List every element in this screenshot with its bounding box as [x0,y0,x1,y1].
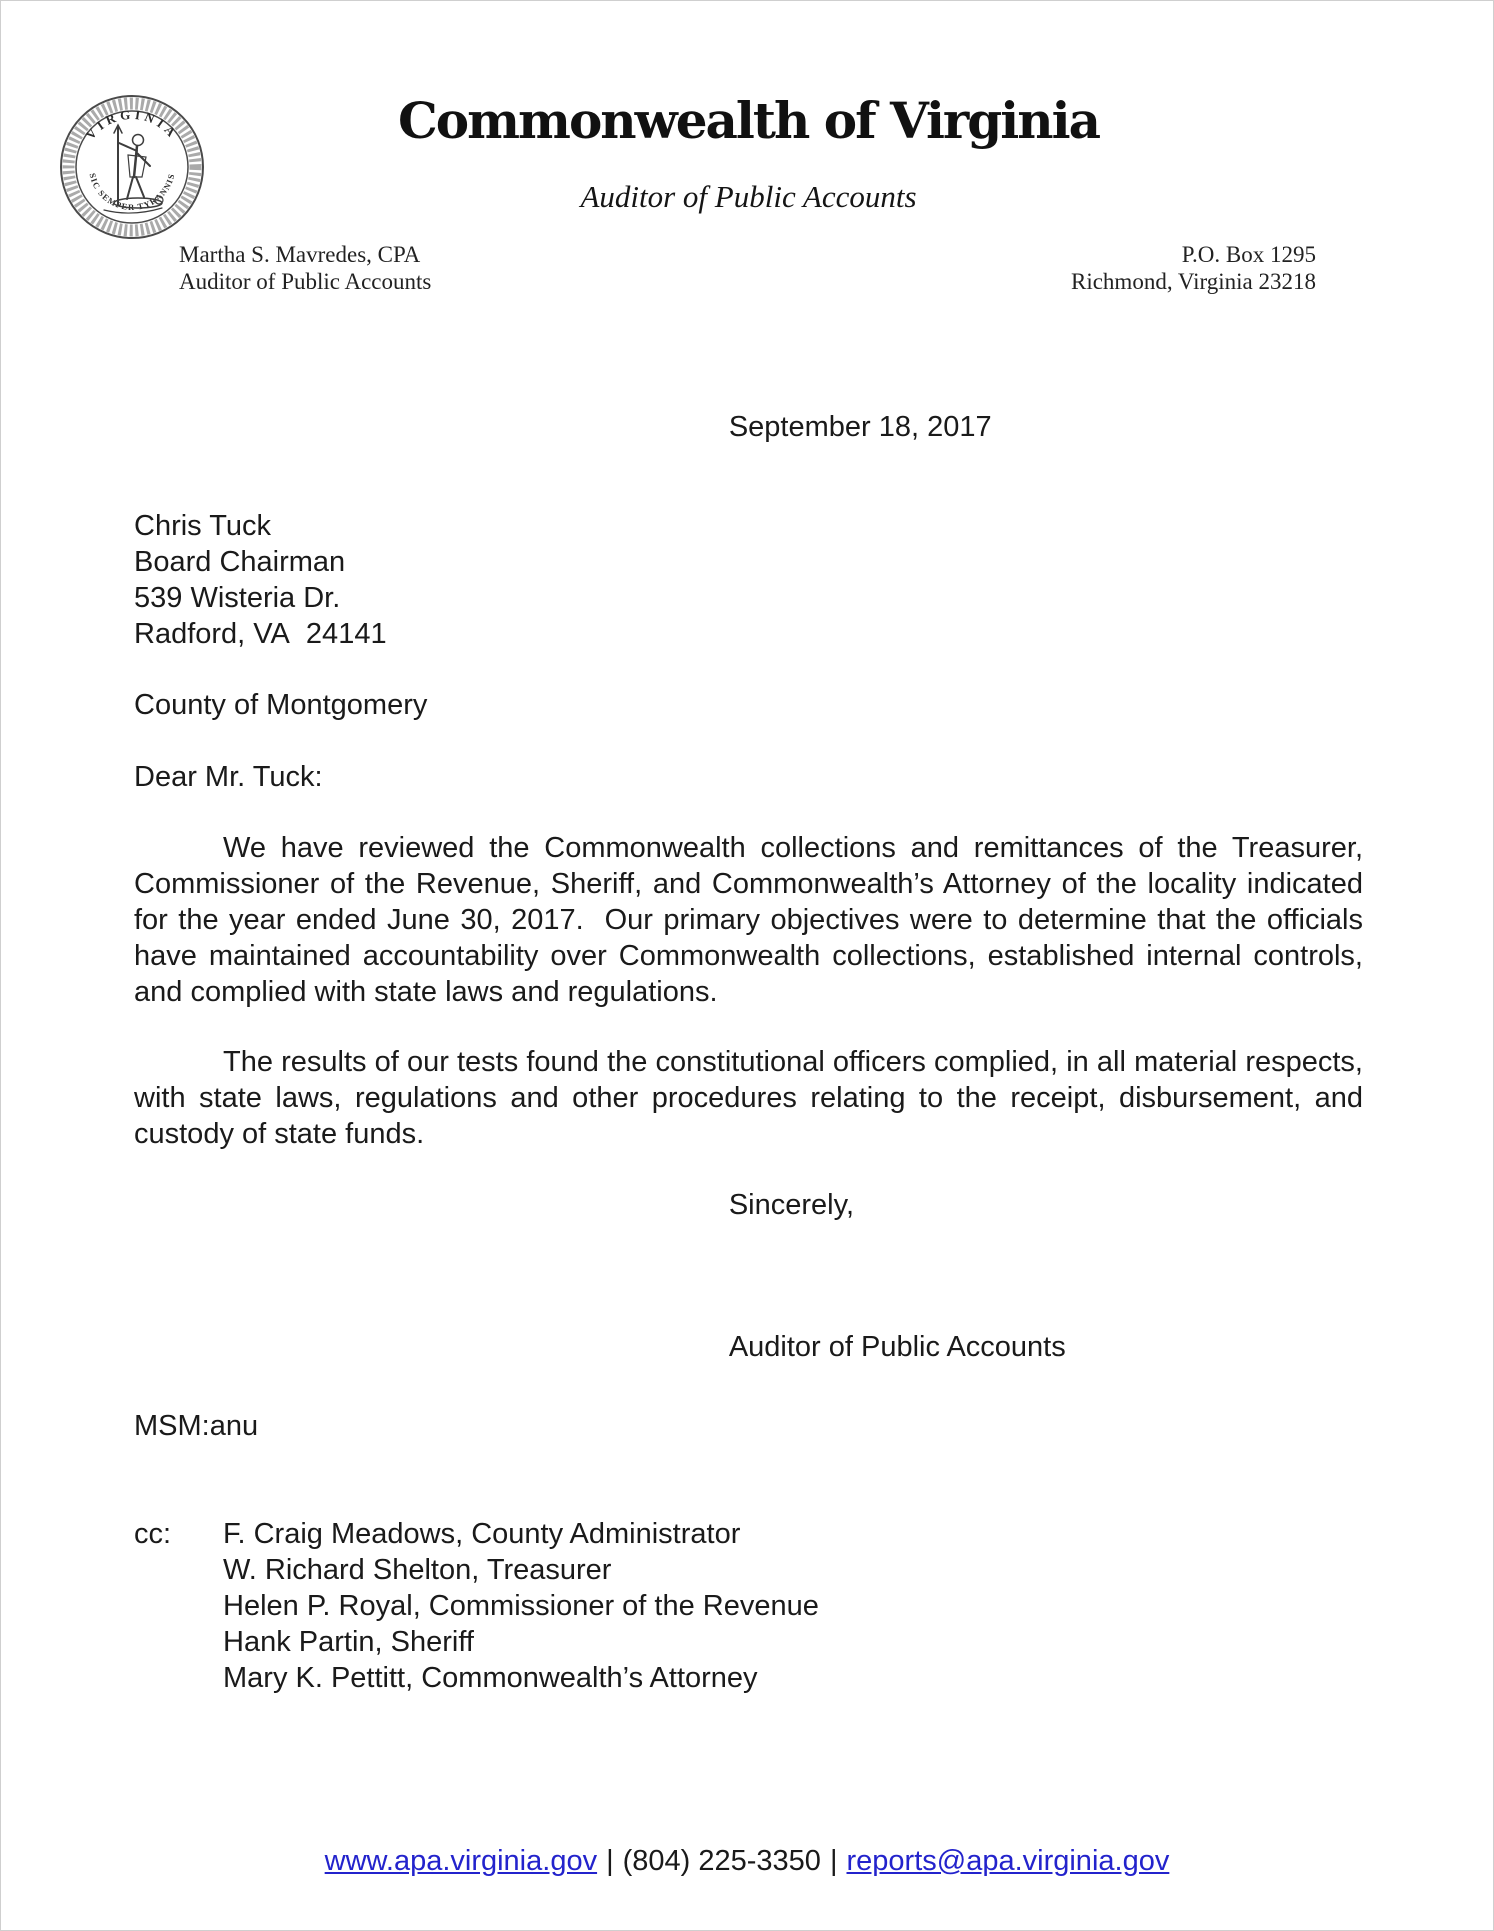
cc-block [134,1516,1363,1696]
official-name: Martha S. Mavredes, CPA [179,242,421,268]
cc-recipient: Helen P. Royal, Commissioner of the Revenue [223,1590,819,1623]
locality-line: County of Montgomery [134,689,428,722]
letter-date: September 18, 2017 [728,411,992,444]
virginia-state-seal [58,93,206,241]
cc-recipient: W. Richard Shelton, Treasurer [223,1554,612,1587]
footer-separator: | [606,1845,614,1877]
cc-recipient: Mary K. Pettitt, Commonwealth’s Attorney [223,1662,758,1695]
office-city-state-zip: Richmond, Virginia 23218 [1070,269,1316,295]
recipient-city-state-zip: Radford, VA 24141 [134,618,387,651]
letterhead-subtitle: Auditor of Public Accounts [580,179,917,214]
virginia-state-seal-drawing [58,93,206,241]
seal-bottom-text: SIC SEMPER TYRANNIS [87,172,177,213]
recipient-name: Chris Tuck [134,510,271,543]
letterhead-title: Commonwealth of Virginia [398,91,1099,150]
footer-separator: | [829,1845,838,1877]
reference-initials: MSM:anu [134,1410,259,1443]
cc-names [223,1516,1363,1696]
cc-label: cc: [134,1518,172,1551]
recipient-title: Board Chairman [134,546,346,579]
recipient-address-block [134,508,1363,652]
letterhead [1,1,1493,295]
footer-email-link[interactable]: reports@apa.virginia.gov [846,1845,1170,1877]
official-block [179,241,431,295]
footer-phone: (804) 225-3350 [622,1845,821,1877]
body-paragraph-2: The results of our tests found the constitutional officers complied, in all material respects, with state laws, regulations and other procedures relating to the receipt, disbursement, and custody of state funds. [134,1046,1363,1151]
office-address-block [1071,241,1316,295]
recipient-street: 539 Wisteria Dr. [134,582,341,615]
official-title: Auditor of Public Accounts [179,269,432,295]
seal-top-text: VIRGINIA [82,106,182,143]
footer-website-link[interactable]: www.apa.virginia.gov [324,1845,598,1877]
footer-contact-line [1,1843,1493,1879]
body-paragraph-1: We have reviewed the Commonwealth collections and remittances of the Treasurer, Commissioner of the Revenue, Sheriff, and Commonwealth’s Attorney of the locality indicated for the year ended June 30, 2017. Our primary objectives were to determine that the officials have maintained accountability over Commonwealth collections, established internal controls, and complied with state laws and regulations. [134,832,1363,1009]
office-po-box: P.O. Box 1295 [1181,242,1316,268]
salutation: Dear Mr. Tuck: [134,761,323,794]
valediction: Sincerely, [728,1189,855,1222]
cc-recipient: F. Craig Meadows, County Administrator [223,1518,741,1551]
cc-recipient: Hank Partin, Sheriff [223,1626,474,1659]
signer-title: Auditor of Public Accounts [728,1331,1066,1364]
